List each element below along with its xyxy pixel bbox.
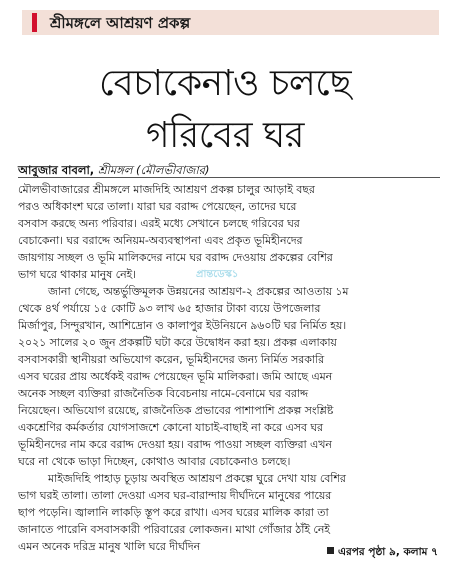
watermark: প্রান্তডেস্ক১ (196, 269, 239, 280)
byline-name: আবুজার বাবলা, (18, 163, 95, 177)
body-line: থেকে ৪র্থ পর্যায়ে ১৫ কোটি ৯৩ লাখ ৬৫ হাজার টাকা ব্যয়ে উপজেলার (18, 302, 321, 315)
body-line: মৌলভীবাজারের শ্রীমঙ্গলে মাজদিহি আশ্রয়ণ প্রকল্প চালুর আড়াই বছর (18, 183, 315, 196)
body-line: একশ্রেণির কর্মকর্তার যোগসাজশে কোনো যাচাই-বাছাই না করে এসব ঘর (18, 421, 324, 434)
body-line: ভাগ ঘরই তালা। তালা দেওয়া এসব ঘর-বারান্দায় দীর্ঘদিনে মানুষের পায়ের (18, 489, 332, 502)
body-line: পরও অধিকাংশ ঘরে তালা। যারা ঘর বরাদ্দ পেয়েছেন, তাদের ঘরে (18, 200, 297, 213)
kicker-text: শ্রীমঙ্গলে আশ্রয়ণ প্রকল্প (50, 14, 191, 32)
body-line: ভাগ ঘরে থাকার মানুষ নেই। (18, 268, 137, 281)
continued-text: এরপর পৃষ্ঠা ৯, কলাম ৭ (338, 546, 438, 558)
body-line: জানা গেছে, অন্তর্ভুক্তিমূলক উন্নয়নের আশ্রয়ণ-২ প্রকল্পের আওতায় ১ম (48, 285, 349, 298)
body-line: বসবাস করছে অন্য পরিবার। এরই মধ্যে সেখানে চলছে গরিবের ঘর (18, 217, 300, 230)
body-line: এসব ঘরের প্রায় অর্ধেকই বরাদ্দ পেয়েছেন ভূমি মালিকরা। জমি আছে এমন (18, 370, 333, 383)
body-line: নিয়েছেন। অভিযোগ রয়েছে, রাজনৈতিক প্রভাবের পাশাপাশি প্রকল্প সংশ্লিষ্ট (18, 404, 334, 417)
body-line: বেচাকেনা। ঘর বরাদ্দে অনিয়ম-অব্যবস্থাপনা এবং প্রকৃত ভূমিহীনদের (18, 234, 303, 247)
body-line: মাইজদিহি পাহাড় চূড়ায় অবস্থিত আশ্রয়ণ প্রকল্পে ঘুরে দেখা যায় বেশির (48, 472, 346, 485)
headline-line-1: বেচাকেনাও চলছে (98, 63, 352, 104)
headline-line-2: গরিবের ঘর (146, 115, 304, 156)
body-line: অনেক সচ্ছল ব্যক্তিরা রাজনৈতিক বিবেচনায় নামে-বেনামে ঘর বরাদ্দ (18, 387, 309, 400)
body-line: ২০২১ সালের ২০ জুন প্রকল্পটি ঘটা করে উদ্বোধন করা হয়। প্রকল্প এলাকায় (18, 336, 337, 349)
byline-location: শ্রীমঙ্গল (মৌলভীবাজার) (97, 163, 210, 177)
byline-divider (18, 177, 440, 178)
continued-note (323, 545, 438, 562)
body-line: বসবাসকারী স্থানীয়রা অভিযোগ করেন, ভূমিহীনদের জন্য নির্মিত সরকারি (18, 353, 325, 366)
square-bullet-icon (327, 547, 334, 554)
body-line: এমন অনেক দরিদ্র মানুষ খালি ঘরে দীর্ঘদিন (18, 540, 201, 553)
body-line: ভূমিহীনদের নাম করে বরাদ্দ দেওয়া হয়। বরাদ্দ পাওয়া সচ্ছল ব্যক্তিরা এখন (18, 438, 332, 451)
body-line: ছাপ পড়েনি। জ্বালানি লাকড়ি স্তূপ করে রাখা। এসব ঘরের মালিক কারা তা (18, 506, 329, 519)
kicker-bar (22, 10, 439, 35)
body-line: জায়গায় সচ্ছল ও ভূমি মালিকদের নামে ঘর বরাদ্দ দেওয়ায় প্রকল্পের বেশির (18, 251, 333, 264)
kicker-marker (32, 13, 37, 32)
body-line: মির্জাপুর, সিন্দুরখান, আশিদ্রোন ও কালাপুর ইউনিয়নে ৯৬০টি ঘর নির্মিত হয়। (18, 319, 347, 332)
article-body (18, 181, 442, 555)
byline (18, 162, 209, 181)
body-line: ঘরে না থেকে ভাড়া দিচ্ছেন, কোথাও আবার বেচাকেনাও চলছে। (18, 455, 291, 468)
body-line: জানাতে পারেনি বসবাসকারী পরিবারের লোকজন। মাথা গোঁজার ঠাঁই নেই (18, 523, 330, 536)
